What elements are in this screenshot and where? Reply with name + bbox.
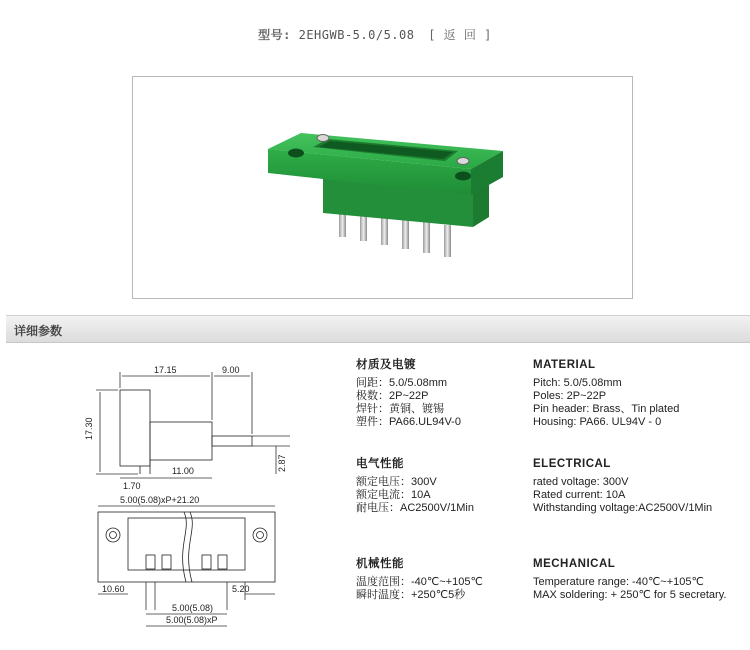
dim-17-30: 17.30 bbox=[84, 417, 94, 440]
spec-line: MAX soldering: + 250℃ for 5 secretary. bbox=[533, 589, 727, 601]
dim-11-00: 11.00 bbox=[172, 466, 194, 476]
spec-heading: 材质及电镀 bbox=[356, 359, 416, 371]
spec-cn-mechanical bbox=[356, 558, 483, 602]
dim-pitch: 5.00(5.08) bbox=[172, 603, 214, 613]
spec-line: Housing: PA66. UL94V - 0 bbox=[533, 416, 662, 428]
section-title: 详细参数 bbox=[14, 324, 63, 338]
spec-line: 温度范围：-40℃~+105℃ bbox=[356, 576, 483, 588]
spec-line: Withstanding voltage:AC2500V/1Min bbox=[533, 502, 713, 514]
dim-1-70: 1.70 bbox=[123, 481, 141, 491]
dim-10-60: 10.60 bbox=[102, 584, 125, 594]
spec-line: 焊针：黄铜、镀锡 bbox=[356, 403, 444, 415]
spec-line: Poles: 2P~22P bbox=[533, 390, 607, 402]
spec-cn-electrical bbox=[356, 458, 474, 515]
spec-en-material bbox=[533, 359, 679, 429]
dim-17-15: 17.15 bbox=[154, 365, 177, 375]
spec-line: 间距：5.0/5.08mm bbox=[356, 377, 448, 389]
spec-line: rated voltage: 300V bbox=[533, 476, 629, 488]
spec-heading: ELECTRICAL bbox=[533, 458, 611, 470]
back-link[interactable]: [ 返 回 ] bbox=[428, 28, 492, 42]
spec-line: Rated current: 10A bbox=[533, 489, 626, 501]
spec-line: Pin header: Brass、Tin plated bbox=[533, 403, 680, 415]
spec-heading: 机械性能 bbox=[356, 558, 404, 570]
spec-line: Temperature range: -40℃~+105℃ bbox=[533, 576, 704, 588]
spec-heading: MATERIAL bbox=[533, 359, 596, 371]
spec-line: 耐电压：AC2500V/1Min bbox=[356, 502, 474, 514]
product-photo bbox=[133, 77, 632, 298]
dim-formula-bottom: 5.00(5.08)xP bbox=[166, 615, 218, 625]
dim-2-87: 2.87 bbox=[277, 454, 287, 472]
spec-line: 额定电流：10A bbox=[356, 489, 431, 501]
product-photo-frame bbox=[132, 76, 633, 299]
model-label: 型号: bbox=[258, 28, 291, 42]
spec-line: 塑件：PA66.UL94V-0 bbox=[356, 416, 461, 428]
page-title bbox=[0, 26, 750, 43]
spec-line: 瞬时温度：+250℃5秒 bbox=[356, 589, 466, 601]
dim-9-00: 9.00 bbox=[222, 365, 240, 375]
spec-line: 额定电压：300V bbox=[356, 476, 437, 488]
spec-line: Pitch: 5.0/5.08mm bbox=[533, 377, 622, 389]
spec-cn-material bbox=[356, 359, 461, 429]
model-value: 2EHGWB-5.0/5.08 bbox=[298, 28, 415, 42]
dim-5-20: 5.20 bbox=[232, 584, 250, 594]
dim-formula-top: 5.00(5.08)xP+21.20 bbox=[120, 495, 200, 505]
spec-en-mechanical bbox=[533, 558, 726, 602]
spec-line: 极数：2P~22P bbox=[356, 390, 429, 402]
section-header bbox=[6, 315, 750, 343]
spec-heading: MECHANICAL bbox=[533, 558, 616, 570]
spec-heading: 电气性能 bbox=[356, 458, 404, 470]
technical-drawing bbox=[80, 350, 310, 640]
spec-en-electrical bbox=[533, 458, 712, 515]
